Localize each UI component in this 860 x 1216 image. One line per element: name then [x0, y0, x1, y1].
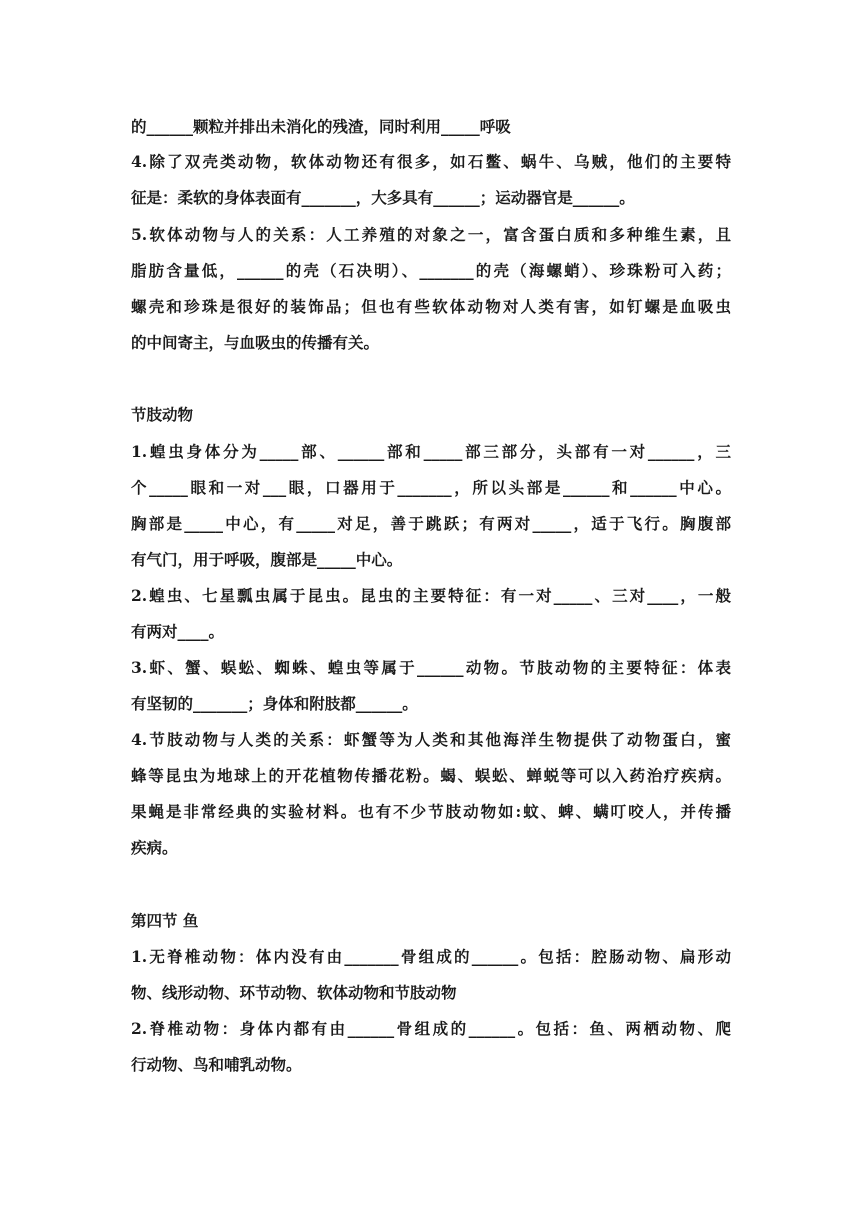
arthropod-line-3: 胸部是_____中心，有_____对足，善于跳跃；有两对_____，适于飞行。胸腹部 — [131, 514, 731, 533]
arthropod-line-10: 蜂等昆虫为地球上的开花植物传播花粉。蝎、蜈蚣、蝉蜕等可以入药治疗疾病。 — [131, 766, 731, 785]
arthropod-line-5: 2.蝗虫、七星瓢虫属于昆虫。昆虫的主要特征：有一对_____、三对____，一般 — [131, 586, 731, 605]
arthropod-line-11: 果蝇是非常经典的实验材料。也有不少节肢动物如:蚊、蜱、螨叮咬人，并传播 — [131, 802, 731, 821]
mollusk-line-7: 的中间寄主，与血吸虫的传播有关。 — [131, 333, 380, 352]
arthropod-line-9: 4.节肢动物与人类的关系：虾蟹等为人类和其他海洋生物提供了动物蛋白，蜜 — [131, 730, 731, 749]
arthropod-line-8: 有坚韧的_______；身体和附肢都______。 — [131, 694, 418, 713]
mollusk-line-6: 螺壳和珍珠是很好的装饰品；但也有些软体动物对人类有害，如钉螺是血吸虫 — [131, 297, 731, 316]
mollusk-line-5: 脂肪含量低，______的壳（石决明）、_______的壳（海螺蛸）、珍珠粉可入药； — [131, 261, 731, 280]
fish-line-2: 物、线形动物、环节动物、软体动物和节肢动物 — [131, 983, 457, 1002]
arthropod-line-12: 疾病。 — [131, 838, 178, 857]
arthropod-section-title: 节肢动物 — [131, 405, 194, 424]
arthropod-line-7: 3.虾、蟹、蜈蚣、蜘蛛、蝗虫等属于______动物。节肢动物的主要特征：体表 — [131, 658, 731, 677]
fish-line-3: 2.脊椎动物：身体内都有由______骨组成的______。包括：鱼、两栖动物、爬 — [131, 1019, 731, 1038]
fish-section-title: 第四节 鱼 — [131, 911, 199, 930]
arthropod-line-2: 个_____眼和一对___眼，口器用于_______，所以头部是______和______中心。 — [131, 478, 731, 497]
arthropod-line-6: 有两对____。 — [131, 622, 225, 641]
mollusk-line-2: 4.除了双壳类动物，软体动物还有很多，如石鳖、蜗牛、乌贼，他们的主要特 — [131, 152, 731, 171]
fish-line-4: 行动物、鸟和哺乳动物。 — [131, 1055, 302, 1074]
mollusk-line-1: 的______颗粒并排出未消化的残渣，同时利用_____呼吸 — [131, 117, 511, 136]
arthropod-line-1: 1.蝗虫身体分为_____部、______部和_____部三部分，头部有一对______，三 — [131, 442, 731, 461]
fish-line-1: 1.无脊椎动物：体内没有由_______骨组成的______。包括：腔肠动物、扁形动 — [131, 947, 731, 966]
arthropod-line-4: 有气门，用于呼吸，腹部是_____中心。 — [131, 550, 403, 569]
mollusk-line-4: 5.软体动物与人的关系：人工养殖的对象之一，富含蛋白质和多种维生素，且 — [131, 225, 731, 244]
mollusk-line-3: 征是：柔软的身体表面有_______，大多具有______；运动器官是______。 — [131, 188, 635, 207]
